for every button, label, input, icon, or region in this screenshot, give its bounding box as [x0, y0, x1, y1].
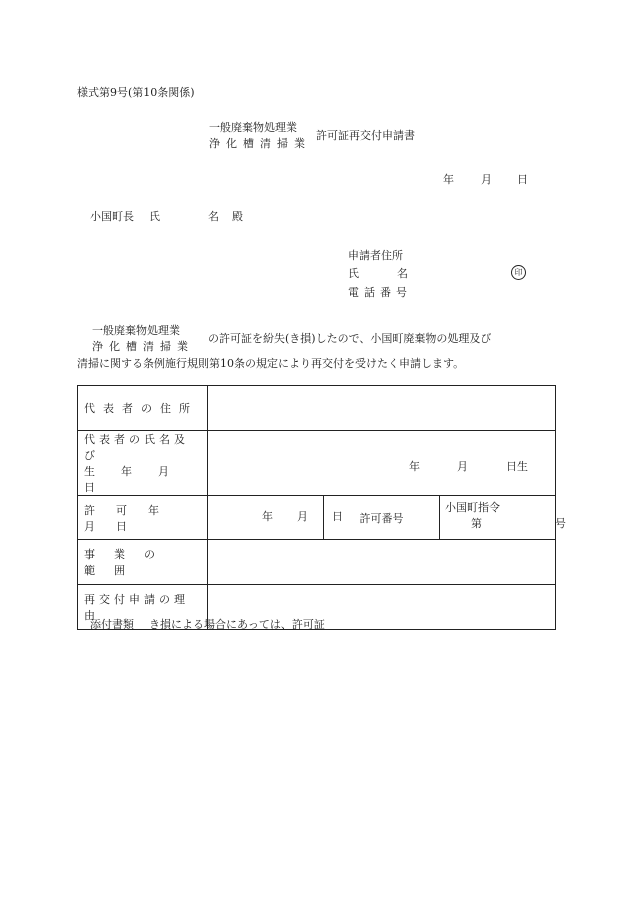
designation-label: 小国町指令 [445, 501, 500, 514]
date-month: 月 [481, 173, 492, 186]
body-line2: 清掃に関する条例施行規則第10条の規定により再交付を受けたく申請します。 [77, 357, 465, 370]
representative-name-label-1: 代表者の氏名及び [84, 433, 189, 462]
applicant-name-shi: 氏 [348, 267, 359, 280]
addressee-shi: 氏 [149, 210, 160, 223]
birth-year: 年 [409, 460, 420, 473]
designation-go: 号 [555, 517, 566, 530]
representative-address-field[interactable] [208, 386, 556, 431]
table-row-permit-date [78, 496, 556, 540]
attachments-text: き損による場合にあっては、許可証 [149, 618, 325, 631]
representative-name-label-2 [78, 463, 207, 495]
representative-address-label: 代表者の住所 [84, 402, 198, 415]
attachments-label: 添付書類 [90, 618, 134, 631]
business-scope-field[interactable] [208, 540, 556, 585]
business-scope-label: 事業の範囲 [84, 548, 174, 577]
body-line1: の許可証を紛失(き損)したので、小国町廃棄物の処理及び [208, 332, 492, 345]
body-business-type-2: 浄化槽清掃業 [92, 340, 194, 353]
representative-name-label-2-text: 生年月日 [84, 465, 195, 494]
date-day: 日 [517, 173, 528, 186]
date-year: 年 [443, 173, 454, 186]
label-cell [78, 431, 208, 496]
label-cell [78, 496, 208, 540]
body-business-type-1: 一般廃棄物処理業 [92, 324, 180, 337]
permit-date-field[interactable] [208, 496, 343, 540]
permit-year: 年 [262, 510, 273, 523]
table-row-business-scope [78, 540, 556, 585]
birth-month: 月 [457, 460, 468, 473]
applicant-address-label: 申請者住所 [348, 249, 403, 262]
addressee-office: 小国町長 [90, 210, 134, 223]
table-row-representative-name [78, 431, 556, 496]
title-business-type-2-text: 浄化槽清掃業 [209, 137, 311, 150]
label-cell [78, 540, 208, 585]
permit-month: 月 [297, 510, 308, 523]
title-business-type-1: 一般廃棄物処理業 [209, 121, 297, 134]
form-number: 様式第9号(第10条関係) [77, 86, 195, 99]
table-row-representative-address [78, 386, 556, 431]
document-title: 許可証再交付申請書 [316, 129, 415, 142]
label-cell [78, 386, 208, 431]
seal-mark: 印 [511, 265, 526, 280]
birth-day-label: 日生 [506, 460, 528, 473]
permit-number-label: 許可番号 [359, 511, 404, 525]
addressee-honorific: 殿 [232, 210, 243, 223]
representative-name-field[interactable] [208, 431, 556, 496]
application-table [77, 385, 566, 630]
permit-number-field[interactable] [440, 496, 566, 540]
permit-date-label: 許可年月日 [84, 503, 180, 533]
reissue-reason-label: 再交付申請の理由 [84, 593, 189, 622]
addressee-mei: 名 [208, 210, 219, 223]
applicant-phone-label: 電話番号 [348, 286, 412, 299]
permit-day: 日 [332, 510, 343, 523]
designation-dai: 第 [471, 517, 482, 530]
title-business-type-2 [209, 137, 311, 151]
applicant-name-mei: 名 [397, 267, 408, 280]
